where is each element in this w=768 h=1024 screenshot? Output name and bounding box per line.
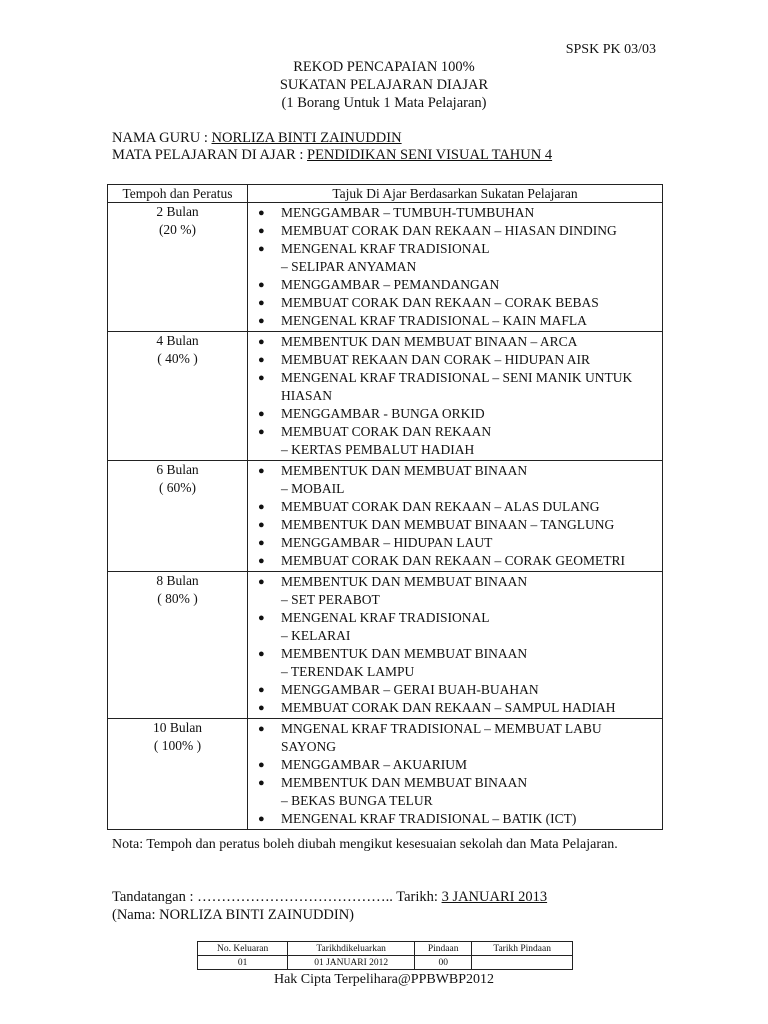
period-label: 6 Bulan (156, 462, 199, 477)
revision-value-row (198, 956, 573, 970)
topic-item (249, 405, 657, 423)
period-cell (108, 572, 248, 719)
topic-item (249, 756, 657, 774)
topic-item (249, 810, 657, 828)
topic-text: MEMBUAT CORAK DAN REKAAN – SAMPUL HADIAH (281, 700, 616, 715)
revision-table (197, 941, 573, 970)
topic-list (249, 333, 661, 459)
topic-list (249, 720, 661, 828)
period-percent: ( 40% ) (157, 351, 198, 366)
syllabus-row (108, 719, 663, 830)
topic-text: MENGGAMBAR – HIDUPAN LAUT (281, 535, 493, 550)
document-code: SPSK PK 03/03 (565, 42, 656, 57)
bullet-icon: ● (258, 426, 265, 438)
topic-item (249, 333, 657, 351)
syllabus-header-row (108, 185, 663, 203)
bullet-icon: ● (258, 813, 265, 825)
topics-cell (248, 719, 663, 830)
bullet-icon: ● (258, 537, 265, 549)
topic-item (249, 609, 657, 645)
topic-list (249, 462, 661, 570)
topic-item (249, 240, 657, 276)
title-line-3: (1 Borang Untuk 1 Mata Pelajaran) (281, 95, 487, 111)
title-line-2: SUKATAN PELAJARAN DIAJAR (279, 77, 489, 93)
topic-text: – MOBAIL (281, 481, 345, 496)
topic-text: MENGENAL KRAF TRADISIONAL – SENI MANIK UNTUK (281, 370, 633, 385)
topic-text: – SET PERABOT (281, 592, 380, 607)
bullet-icon: ● (258, 354, 265, 366)
subject-line (112, 147, 552, 164)
topic-item (249, 351, 657, 369)
revision-header: Tarikhdikeluarkan (288, 942, 415, 956)
document-titles (0, 58, 768, 112)
signature-block (112, 888, 547, 924)
signature-line (112, 888, 547, 906)
bullet-icon: ● (258, 336, 265, 348)
topic-text: – SELIPAR ANYAMAN (281, 259, 417, 274)
topic-text: MNGENAL KRAF TRADISIONAL – MEMBUAT LABU (281, 721, 602, 736)
topic-item (249, 516, 657, 534)
bullet-icon: ● (258, 408, 265, 420)
syllabus-row (108, 203, 663, 332)
topic-text: MENGENAL KRAF TRADISIONAL – KAIN MAFLA (281, 313, 587, 328)
bullet-icon: ● (258, 243, 265, 255)
syllabus-body (108, 203, 663, 830)
topic-text: MEMBUAT CORAK DAN REKAAN – CORAK BEBAS (281, 295, 599, 310)
period-cell (108, 719, 248, 830)
period-label: 4 Bulan (156, 333, 199, 348)
topic-item (249, 552, 657, 570)
topic-text: – TERENDAK LAMPU (281, 664, 415, 679)
topic-text: HIASAN (281, 388, 333, 403)
note-text: Nota: Tempoh dan peratus boleh diubah mengikut kesesuaian sekolah dan Mata Pelajaran. (112, 837, 618, 852)
topic-item (249, 774, 657, 810)
topics-cell (248, 572, 663, 719)
bullet-icon: ● (258, 555, 265, 567)
topic-text: MEMBUAT CORAK DAN REKAAN – HIASAN DINDING (281, 223, 617, 238)
period-percent: ( 100% ) (153, 738, 202, 753)
revision-header: Tarikh Pindaan (472, 942, 573, 956)
bullet-icon: ● (258, 297, 265, 309)
bullet-icon: ● (258, 759, 265, 771)
topic-item (249, 276, 657, 294)
header-topics: Tajuk Di Ajar Berdasarkan Sukatan Pelajaran (248, 185, 663, 203)
syllabus-row (108, 332, 663, 461)
bullet-icon: ● (258, 702, 265, 714)
topic-text: MENGGAMBAR – TUMBUH-TUMBUHAN (281, 205, 535, 220)
topic-text: MEMBENTUK DAN MEMBUAT BINAAN – TANGLUNG (281, 517, 615, 532)
syllabus-row (108, 572, 663, 719)
bullet-icon: ● (258, 372, 265, 384)
subject-value: PENDIDIKAN SENI VISUAL TAHUN 4 (307, 147, 553, 163)
revision-value (472, 956, 573, 970)
topic-item (249, 534, 657, 552)
period-percent: ( 60%) (158, 480, 197, 495)
bullet-icon: ● (258, 501, 265, 513)
topic-item (249, 423, 657, 459)
topic-item (249, 462, 657, 498)
teacher-name-value: NORLIZA BINTI ZAINUDDIN (211, 130, 402, 146)
topic-text: MEMBENTUK DAN MEMBUAT BINAAN (281, 646, 528, 661)
period-percent: (20 %) (158, 222, 197, 237)
bullet-icon: ● (258, 723, 265, 735)
bullet-icon: ● (258, 225, 265, 237)
topic-text: MENGGAMBAR – PEMANDANGAN (281, 277, 500, 292)
bullet-icon: ● (258, 612, 265, 624)
copyright-footer: Hak Cipta Terpelihara@PPBWBP2012 (273, 972, 495, 987)
revision-header: No. Keluaran (198, 942, 288, 956)
topic-text: – KERTAS PEMBALUT HADIAH (281, 442, 475, 457)
bullet-icon: ● (258, 648, 265, 660)
topic-text: MEMBENTUK DAN MEMBUAT BINAAN (281, 463, 528, 478)
revision-header: Pindaan (415, 942, 472, 956)
bullet-icon: ● (258, 684, 265, 696)
topic-item (249, 498, 657, 516)
bullet-icon: ● (258, 519, 265, 531)
period-cell (108, 332, 248, 461)
topics-cell (248, 203, 663, 332)
topic-item (249, 699, 657, 717)
period-label: 8 Bulan (156, 573, 199, 588)
topics-cell (248, 332, 663, 461)
topic-text: – BEKAS BUNGA TELUR (281, 793, 433, 808)
period-percent: ( 80% ) (157, 591, 198, 606)
bullet-icon: ● (258, 777, 265, 789)
topic-text: MEMBENTUK DAN MEMBUAT BINAAN (281, 574, 528, 589)
bullet-icon: ● (258, 576, 265, 588)
teacher-name-label: NAMA GURU : (112, 130, 212, 146)
topic-item (249, 222, 657, 240)
subject-label: MATA PELAJARAN DI AJAR : (112, 147, 308, 163)
topic-text: MEMBENTUK DAN MEMBUAT BINAAN – ARCA (281, 334, 578, 349)
topic-item (249, 681, 657, 699)
topic-item (249, 573, 657, 609)
topic-list (249, 204, 661, 330)
topic-item (249, 369, 657, 405)
period-cell (108, 461, 248, 572)
bullet-icon: ● (258, 465, 265, 477)
bullet-icon: ● (258, 279, 265, 291)
signature-name: (Nama: NORLIZA BINTI ZAINUDDIN) (112, 907, 355, 923)
syllabus-table (107, 184, 663, 830)
topic-item (249, 720, 657, 756)
topic-text: MENGENAL KRAF TRADISIONAL (281, 241, 490, 256)
topic-item (249, 294, 657, 312)
revision-header-row (198, 942, 573, 956)
topic-text: SAYONG (281, 739, 337, 754)
topic-text: MEMBENTUK DAN MEMBUAT BINAAN (281, 775, 528, 790)
title-line-1: REKOD PENCAPAIAN 100% (293, 59, 475, 75)
topic-item (249, 645, 657, 681)
topic-text: MEMBUAT CORAK DAN REKAAN – CORAK GEOMETRI (281, 553, 626, 568)
teacher-info (112, 130, 552, 164)
topic-text: MEMBUAT CORAK DAN REKAAN (281, 424, 492, 439)
syllabus-row (108, 461, 663, 572)
period-label: 10 Bulan (152, 720, 203, 735)
signature-date: 3 JANUARI 2013 (441, 889, 548, 905)
revision-value: 01 JANUARI 2012 (288, 956, 415, 970)
topic-text: MEMBUAT CORAK DAN REKAAN – ALAS DULANG (281, 499, 600, 514)
topic-text: MENGGAMBAR - BUNGA ORKID (281, 406, 485, 421)
topic-list (249, 573, 661, 717)
bullet-icon: ● (258, 207, 265, 219)
topic-item (249, 204, 657, 222)
bullet-icon: ● (258, 315, 265, 327)
topic-item (249, 312, 657, 330)
teacher-name-line (112, 130, 552, 147)
topic-text: MEMBUAT REKAAN DAN CORAK – HIDUPAN AIR (281, 352, 591, 367)
topics-cell (248, 461, 663, 572)
revision-value: 00 (415, 956, 472, 970)
revision-value: 01 (198, 956, 288, 970)
period-cell (108, 203, 248, 332)
period-label: 2 Bulan (156, 204, 199, 219)
header-period: Tempoh dan Peratus (108, 185, 248, 203)
topic-text: MENGENAL KRAF TRADISIONAL – BATIK (ICT) (281, 811, 577, 826)
topic-text: MENGGAMBAR – GERAI BUAH-BUAHAN (281, 682, 539, 697)
topic-text: MENGGAMBAR – AKUARIUM (281, 757, 468, 772)
signature-label: Tandatangan : ………………………………….. Tarikh: (112, 889, 442, 905)
topic-text: MENGENAL KRAF TRADISIONAL (281, 610, 490, 625)
topic-text: – KELARAI (281, 628, 351, 643)
